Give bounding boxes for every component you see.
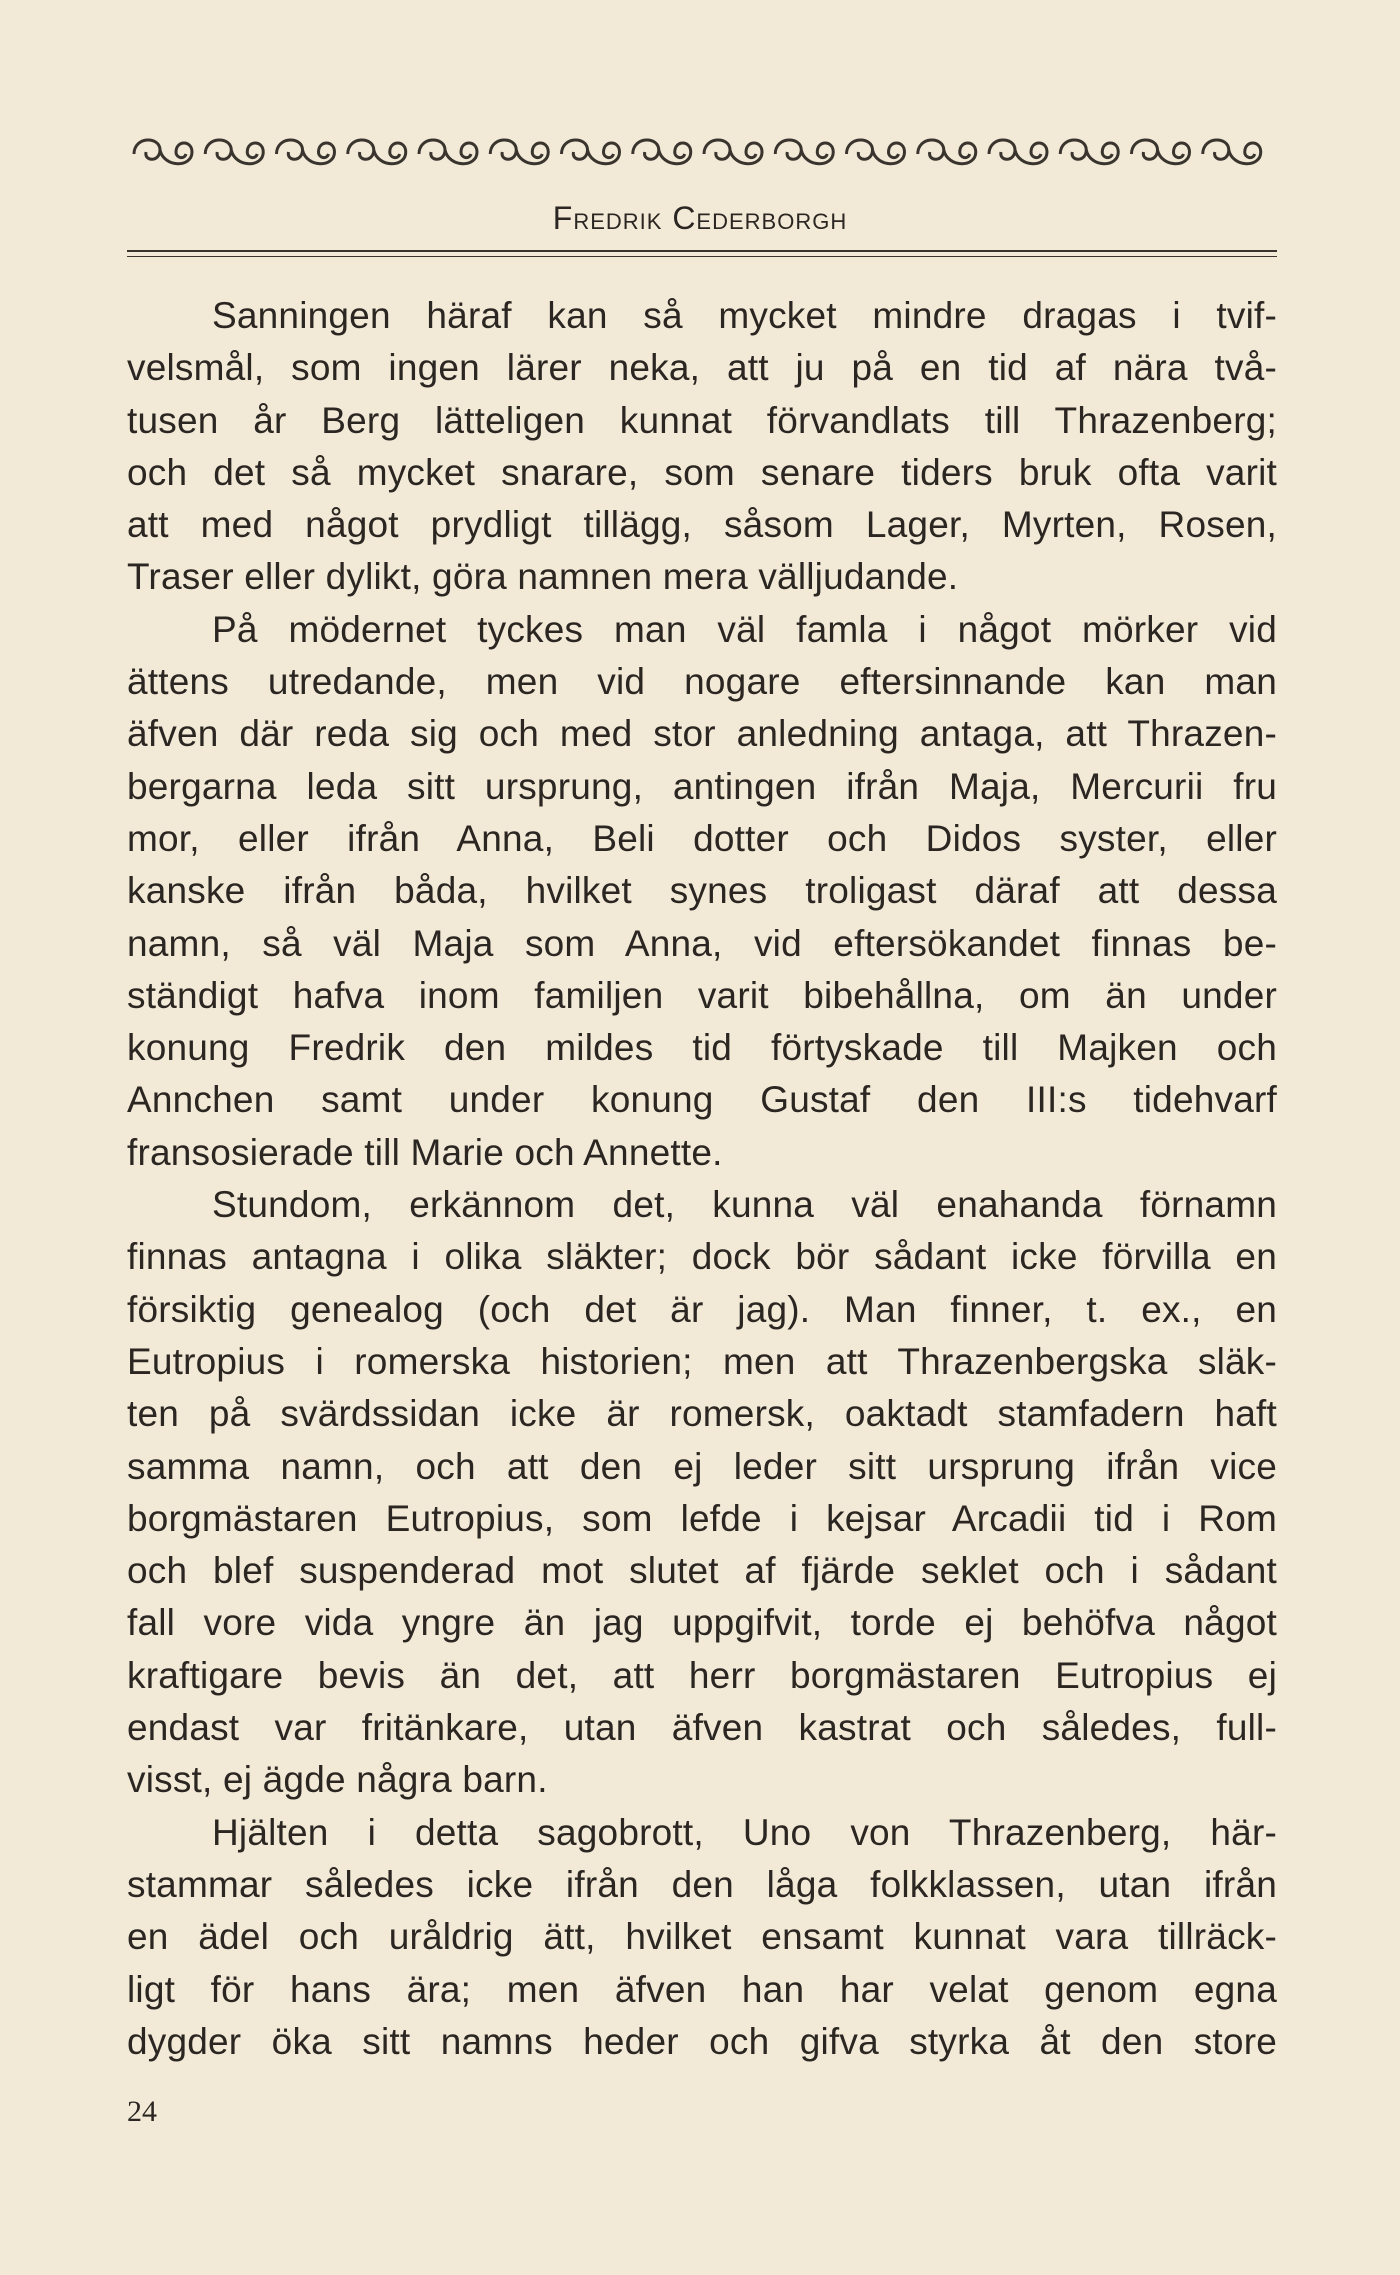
text-line: Annchen samt under konung Gustaf den III:s tidehvarf <box>127 1079 1277 1121</box>
paragraph-first-line: Sanningen häraf kan så mycket mindre dragas i tvif- <box>212 295 1277 336</box>
scroll-motif <box>490 140 548 164</box>
text-line: kraftigare bevis än det, att herr borgmästaren Eutropius ej <box>127 1654 1277 1696</box>
scroll-motif <box>205 140 263 164</box>
text-line: endast var fritänkare, utan äfven kastrat och således, full- <box>127 1707 1277 1749</box>
scroll-motif <box>989 140 1047 164</box>
text-line: och det så mycket snarare, som senare tiders bruk ofta varit <box>127 451 1277 493</box>
text-line: bergarna leda sitt ursprung, antingen ifrån Maja, Mercurii fru <box>127 765 1277 807</box>
scroll-motif <box>1132 140 1190 164</box>
text-line: och blef suspenderad mot slutet af fjärde seklet och i sådant <box>127 1550 1277 1592</box>
scroll-motif <box>562 140 620 164</box>
running-head-title: Fredrik Cederborgh <box>552 200 848 236</box>
text-line: konung Fredrik den mildes tid förtyskade till Majken och <box>127 1027 1277 1069</box>
scroll-motif <box>1203 140 1261 164</box>
scroll-motif <box>1060 140 1118 164</box>
text-line: velsmål, som ingen lärer neka, att ju på en tid af nära två- <box>127 347 1277 389</box>
paragraph-first-line: Stundom, erkännom det, kunna väl enahanda förnamn <box>212 1184 1277 1226</box>
text-line: ligt för hans ära; men äfven han har velat genom egna <box>127 1968 1277 2010</box>
text-line: ständigt hafva inom familjen varit bibehållna, om än under <box>127 974 1277 1016</box>
text-line: att med något prydligt tillägg, såsom Lager, Myrten, Rosen, <box>127 504 1277 546</box>
text-line: tusen år Berg lätteligen kunnat förvandlats till Thrazenberg; <box>127 399 1277 441</box>
page-number: 24 <box>127 2095 157 2128</box>
text-line: äfven där reda sig och med stor anledning antaga, att Thrazen- <box>127 713 1277 755</box>
header-rule <box>127 250 1277 252</box>
text-line: Traser eller dylikt, göra namnen mera välljudande. <box>127 556 959 598</box>
text-line: visst, ej ägde några barn. <box>127 1759 548 1801</box>
scroll-motif <box>704 140 762 164</box>
header-rule-thin <box>127 256 1277 257</box>
scroll-motif <box>633 140 691 164</box>
text-line: försiktig genealog (och det är jag). Man finner, t. ex., en <box>127 1288 1277 1330</box>
text-line: kanske ifrån båda, hvilket synes troligast däraf att dessa <box>127 870 1277 912</box>
text-line: finnas antagna i olika släkter; dock bör sådant icke förvilla en <box>127 1236 1277 1278</box>
scroll-motif <box>918 140 976 164</box>
text-line: mor, eller ifrån Anna, Beli dotter och Didos syster, eller <box>127 817 1277 859</box>
text-line: samma namn, och att den ej leder sitt ursprung ifrån vice <box>127 1445 1277 1487</box>
text-line: ättens utredande, men vid nogare eftersinnande kan man <box>127 661 1277 703</box>
text-line: namn, så väl Maja som Anna, vid eftersökandet finnas be- <box>127 922 1277 964</box>
scroll-motif <box>348 140 406 164</box>
scroll-motif <box>419 140 477 164</box>
scroll-motif <box>134 140 192 164</box>
text-line: Eutropius i romerska historien; men att Thrazenbergska släk- <box>127 1340 1277 1382</box>
scroll-motif <box>277 140 335 164</box>
text-line: stammar således icke ifrån den låga folkklassen, utan ifrån <box>127 1863 1277 1905</box>
text-line: fall vore vida yngre än jag uppgifvit, torde ej behöfva något <box>127 1602 1277 1644</box>
text-line: dygder öka sitt namns heder och gifva styrka åt den store <box>127 2020 1277 2062</box>
text-line: borgmästaren Eutropius, som lefde i kejsar Arcadii tid i Rom <box>127 1497 1277 1539</box>
scroll-motif <box>775 140 833 164</box>
decorative-scroll-border <box>130 128 1270 176</box>
text-line: ten på svärdssidan icke är romersk, oaktadt stamfadern haft <box>127 1393 1277 1435</box>
scroll-motif <box>847 140 905 164</box>
paragraph-first-line: På mödernet tyckes man väl famla i något mörker vid <box>212 608 1277 650</box>
body-text <box>127 290 1277 2068</box>
paragraph-first-line: Hjälten i detta sagobrott, Uno von Thrazenberg, här- <box>212 1811 1277 1853</box>
text-line: en ädel och uråldrig ätt, hvilket ensamt kunnat vara tillräck- <box>127 1916 1277 1958</box>
text-line: fransosierade till Marie och Annette. <box>127 1131 723 1173</box>
